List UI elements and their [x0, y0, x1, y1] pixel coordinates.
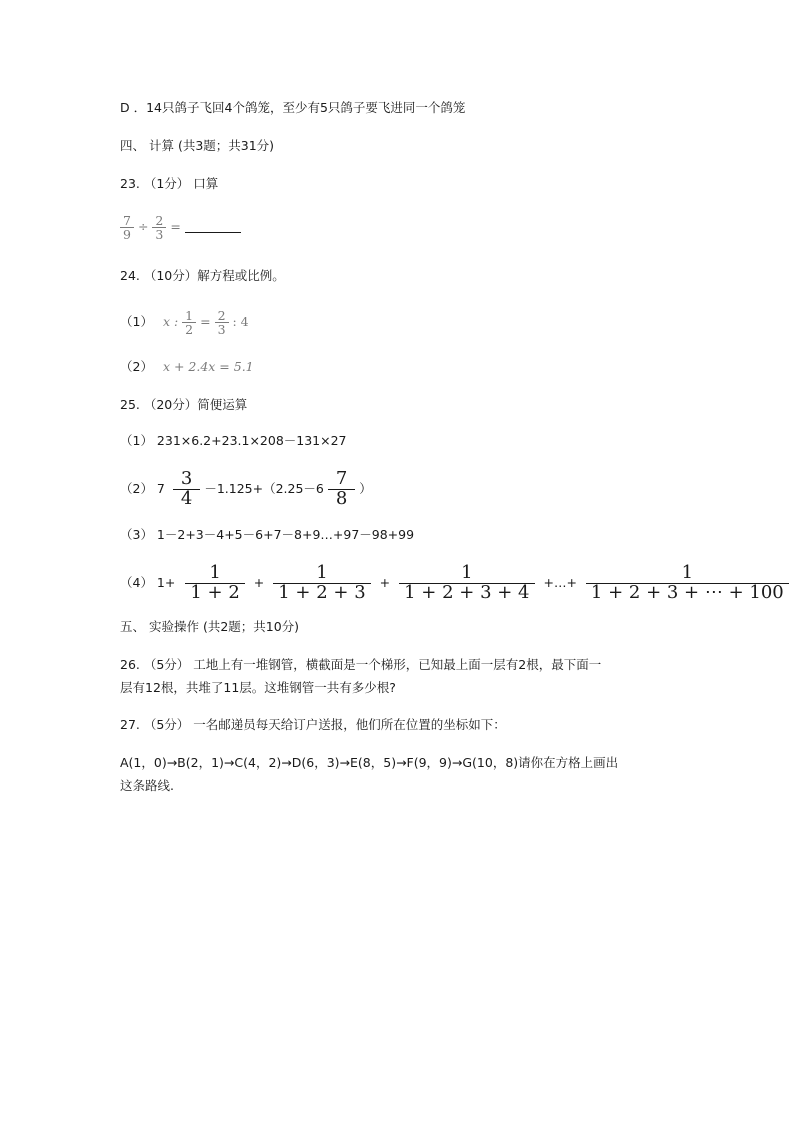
fraction-numerator: 1	[185, 307, 194, 323]
part-label: （1）	[120, 314, 153, 329]
part-label: （2）	[120, 359, 153, 374]
plus-operator: +	[253, 575, 265, 590]
fraction-numerator: 1	[461, 562, 473, 584]
fraction-denominator: 1 + 2	[185, 583, 244, 603]
equation-variable: x :	[162, 314, 179, 329]
question-25-part-3: （3） 1－2+3－4+5－6+7－8+9…+97－98+99	[120, 527, 415, 542]
question-25-part-4	[120, 563, 789, 603]
fraction-denominator: 1 + 2 + 3	[273, 583, 370, 603]
fraction-term-3	[399, 564, 534, 603]
question-26-line-1: 26. （5分） 工地上有一堆钢管，横截面是一个梯形，已知最上面一层有2根，最下面一	[120, 657, 602, 672]
fraction-numerator: 1	[209, 562, 221, 584]
question-26-line-2: 层有12根，共堆了11层。这堆钢管一共有多少根?	[120, 680, 396, 695]
fraction-term-1	[185, 564, 244, 603]
section-5-title: 五、 实验操作 (共2题；共10分)	[120, 619, 300, 634]
fraction-numerator: 7	[123, 213, 131, 228]
question-27-coordinates: A(1，0)→B(2，1)→C(4，2)→D(6，3)→E(8，5)→F(9，9)→G(10，8)请你在方格上画出	[120, 755, 619, 770]
fraction-denominator: 1 + 2 + 3 + 4	[399, 583, 534, 603]
fraction-denominator: 9	[120, 227, 134, 241]
fraction-denominator: 4	[173, 489, 200, 509]
ellipsis-operator: +…+	[543, 575, 577, 590]
fraction-numerator: 1	[316, 562, 328, 584]
fraction-denominator: 3	[152, 227, 166, 241]
ratio-tail: : 4	[232, 314, 249, 329]
fraction-2-3	[152, 214, 166, 241]
fraction-denominator: 2	[182, 322, 196, 336]
question-24-part-1	[120, 306, 249, 338]
fraction-7-8	[328, 470, 355, 509]
expression-end: ）	[359, 480, 372, 496]
fraction-denominator: 8	[328, 489, 355, 509]
question-27-header: 27. （5分） 一名邮递员每天给订户送报，他们所在位置的坐标如下：	[120, 717, 506, 732]
fraction-term-last	[586, 564, 789, 603]
question-25-part-2	[120, 470, 372, 509]
question-24-header: 24. （10分）解方程或比例。	[120, 268, 285, 283]
divide-operator: ÷	[137, 219, 149, 235]
fraction-7-9	[120, 214, 134, 241]
fraction-2-3	[215, 309, 229, 336]
question-24-part-2	[120, 358, 254, 376]
plus-operator: +	[379, 575, 391, 590]
expression-middle: －1.125+（2.25－6	[204, 480, 324, 496]
question-25-header: 25. （20分）简便运算	[120, 397, 248, 412]
question-23-header: 23. （1分） 口算	[120, 176, 219, 191]
equals-sign: =	[170, 219, 181, 235]
option-d: D ．14只鸽子飞回4个鸽笼，至少有5只鸽子要飞进同一个鸽笼	[120, 100, 466, 115]
section-4-title: 四、 计算 (共3题；共31分)	[120, 138, 275, 153]
fraction-numerator: 7	[335, 468, 348, 489]
fraction-numerator: 2	[155, 213, 164, 228]
question-25-part-1: （1） 231×6.2+23.1×208－131×27	[120, 433, 347, 448]
part-label: （4） 1+	[120, 575, 176, 590]
fraction-denominator: 1 + 2 + 3 + ⋯ + 100	[586, 583, 789, 603]
part-label: （2） 7	[120, 480, 165, 496]
fraction-3-4	[173, 470, 200, 509]
equals-sign: =	[200, 314, 211, 329]
answer-blank[interactable]	[185, 220, 241, 233]
fraction-term-2	[273, 564, 370, 603]
question-23-expression	[120, 214, 241, 241]
fraction-numerator: 1	[681, 562, 694, 584]
fraction-1-2	[182, 309, 196, 336]
fraction-denominator: 3	[215, 322, 229, 336]
equation: x + 2.4x = 5.1	[162, 359, 254, 374]
fraction-numerator: 3	[180, 468, 193, 489]
question-27-line-2: 这条路线.	[120, 778, 174, 793]
fraction-numerator: 2	[217, 307, 226, 323]
